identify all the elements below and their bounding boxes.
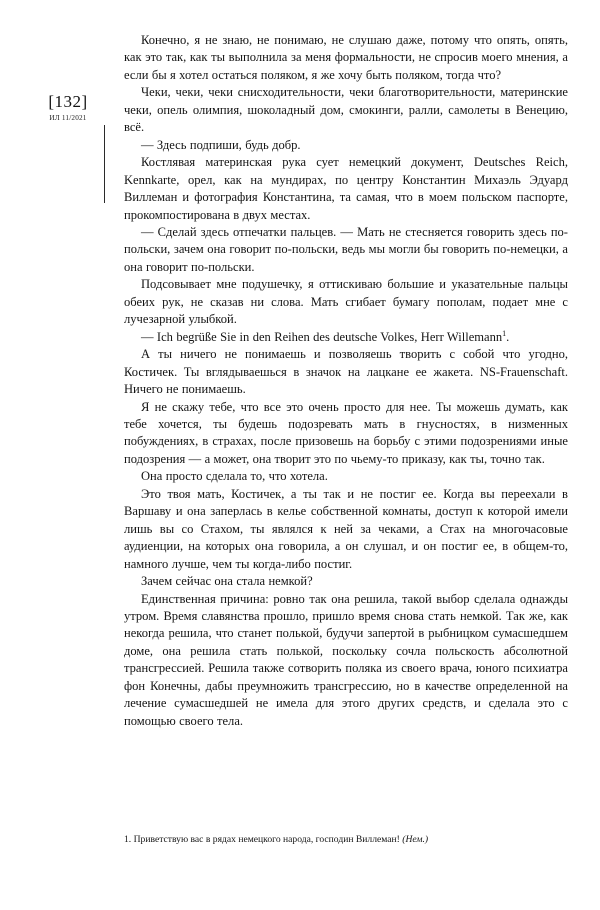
paragraph-dialogue-german	[124, 329, 568, 346]
footnote-number: 1.	[124, 834, 132, 845]
paragraph: Я не скажу тебе, что все это очень просто для нее. Ты можешь думать, как тебе хочется, ты будешь подозревать мать в гнусностях, в низменных побуждениях, в страхах, после призовешь на борьбу с этими подозрениями иные подозрения — а может, она творит это по чьему-то приказу, как ты, точно так.	[124, 399, 568, 466]
paragraph-dialogue: — Здесь подпиши, будь добр.	[141, 137, 301, 152]
paragraph: Конечно, я не знаю, не понимаю, не слушаю даже, потому что опять, опять, как это так, как ты выполнила за меня формальности, не спросив моего мнения, а если бы я хотел остаться поляком, я же хочу быть поляком, тогда что?	[124, 33, 568, 82]
folio-block	[30, 92, 106, 123]
footnote-text: Приветствую вас в рядах немецкого народа, господин Виллеман!	[133, 834, 400, 845]
main-text-column	[124, 32, 568, 730]
paragraph: Она просто сделала то, что хотела.	[141, 469, 328, 484]
footnote-language: (Нем.)	[402, 834, 429, 845]
page-number: [132]	[48, 92, 88, 111]
paragraph-dialogue: — Сделай здесь отпечатки пальцев. — Мать не стесняется говорить здесь по-польски, зачем она говорит по-польски, ведь мы могли бы говорить по-немецки, а она говорит по-польски.	[124, 224, 568, 274]
paragraph: Зачем сейчас она стала немкой?	[141, 574, 313, 589]
paragraph: А ты ничего не понимаешь и позволяешь творить с собой что угодно, Костичек. Ты вглядываешься в значок на лацкане ее жакета. NS-Frauenschaft. Ничего не понимаешь.	[124, 347, 568, 397]
footnote-reference[interactable]: 1	[502, 328, 507, 338]
paragraph: Это твоя мать, Костичек, а ты так и не постиг ее. Когда вы переехали в Варшаву и она заперлась в келье собственной комнаты, доступ к которой имели лишь вы со Стахом, ты являлся к ней за чеками, а Стах на многочасовые аудиенции, на которых она говорила, а он слушал, и он постиг ее, в общем-то, намного лучше, чем ты когда-либо постиг.	[124, 486, 568, 571]
folio-vertical-rule	[104, 125, 105, 203]
paragraph: Единственная причина: ровно так она решила, такой выбор сделала однажды утром. Время славянства прошло, пришло время снова стать немкой. Так же, как некогда решила, что станет полькой, будучи запертой в рыбницком сумасшедшем доме, она решила стать полькой, поскольку сочла польскость абсолютной трансгрессией. Решила также сотворить поляка из своего врача, юного психиатра фон Конечны, дабы преумножить трансгрессию, но в качестве определенной на лечение сумасшедшей не имела для этого других средств, и сделала это с помощью своего тела.	[124, 591, 568, 728]
paragraph: Чеки, чеки, чеки снисходительности, чеки благотворительности, материнские чеки, опель олимпия, шоколадный дом, смокинги, ралли, самолеты в Венецию, всё.	[124, 85, 568, 135]
sentence-end: .	[506, 329, 510, 344]
footnote	[124, 833, 568, 846]
german-quote: — Ich begrüße Sie in den Reihen des deutsche Volkes, Herr Willemann	[141, 329, 503, 344]
paragraph: Подсовывает мне подушечку, я оттискиваю большие и указательные пальцы обеих рук, не сказав ни слова. Мать сгибает бумагу пополам, подает мне с лучезарной улыбкой.	[124, 277, 568, 327]
paragraph: Костлявая материнская рука сует немецкий документ, Deutsches Reich, Kennkarte, орел, как на мундирах, по центру Константин Михаэль Эдуард Виллеман и фотография Константина, та самая, что в моем польском паспорте, прокомпостирована в двух местах.	[124, 155, 568, 222]
issue-label: ИЛ 11/2021	[49, 114, 87, 122]
